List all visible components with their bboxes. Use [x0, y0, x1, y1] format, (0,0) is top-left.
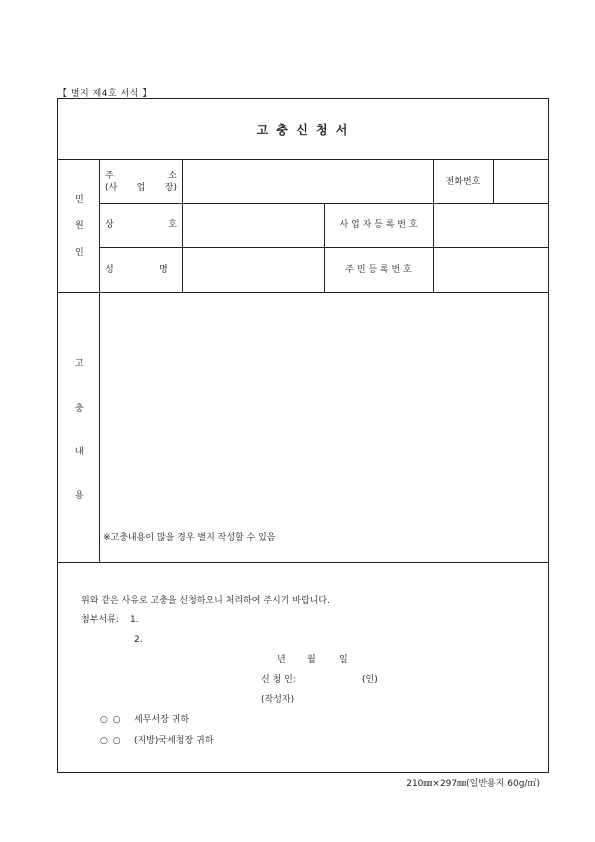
complaint-content-field[interactable] [100, 293, 547, 525]
business-name-field[interactable] [183, 204, 323, 246]
addressee-2: (지방)국세청장 귀하 [134, 736, 214, 746]
resident-number-field[interactable] [434, 248, 547, 291]
date-month: 월 [307, 655, 316, 665]
paper-spec: 210㎜×297㎜(일반용지 60g/㎡) [406, 779, 540, 789]
content-label-char-4: 용 [75, 491, 84, 501]
business-name-label-part: 상 [105, 220, 114, 230]
seal-mark: (인) [362, 675, 378, 685]
form-title: 고 충 신 청 서 [256, 123, 350, 137]
resident-number-label: 주 민 등 록 번 호 [345, 265, 412, 275]
complaint-form [57, 98, 549, 773]
business-name-label-part: 호 [168, 220, 177, 230]
addressee-1-marks: ○ ○ [100, 715, 122, 725]
applicant-label-char-2: 원 [75, 221, 84, 231]
name-field[interactable] [183, 248, 323, 291]
content-label-char-3: 내 [75, 447, 84, 457]
phone-label: 전화번호 [445, 177, 481, 187]
content-label-char-1: 고 [75, 359, 84, 369]
address-label-part: 주 [105, 171, 114, 181]
content-label-char-2: 충 [75, 404, 84, 414]
form-number-label: 【 별지 제4호 서식 】 [58, 89, 152, 99]
address-sub-label-part: 업 [136, 183, 146, 193]
attachment-item-2: 2. [134, 635, 143, 645]
address-field[interactable] [183, 160, 432, 202]
business-registration-label: 사 업 자 등 록 번 호 [339, 220, 418, 230]
attachment-item-1: 1. [130, 615, 139, 625]
address-sub-label-part: 장) [164, 183, 177, 193]
applicant-label-char-1: 민 [75, 195, 84, 205]
date-day: 일 [339, 655, 348, 665]
applicant-signature-label: 신 청 인: [261, 675, 296, 685]
content-note: ※고충내용이 많을 경우 별지 작성할 수 있음 [103, 533, 276, 543]
business-name-label [105, 220, 177, 231]
address-label-part: 소 [168, 171, 177, 181]
addressee-2-marks: ○ ○ [100, 736, 122, 746]
phone-field[interactable] [494, 160, 547, 202]
name-label-part: 명 [159, 265, 168, 275]
name-label-part: 성 [105, 265, 114, 275]
content-divider [58, 562, 548, 563]
address-sub-label [105, 183, 177, 194]
business-registration-field[interactable] [434, 204, 547, 246]
request-text: 위와 같은 사유로 고충을 신청하오니 처리하여 주시기 바랍니다. [81, 596, 330, 606]
date-year: 년 [277, 655, 286, 665]
address-label [105, 171, 177, 182]
addressee-1: 세무서장 귀하 [134, 715, 190, 725]
writer-label: (작성자) [261, 695, 295, 705]
mid-divider [324, 203, 325, 292]
attachment-label: 첨부서류: [81, 615, 119, 625]
applicant-label-char-3: 인 [75, 248, 84, 258]
address-sub-label-part: (사 [105, 183, 118, 193]
